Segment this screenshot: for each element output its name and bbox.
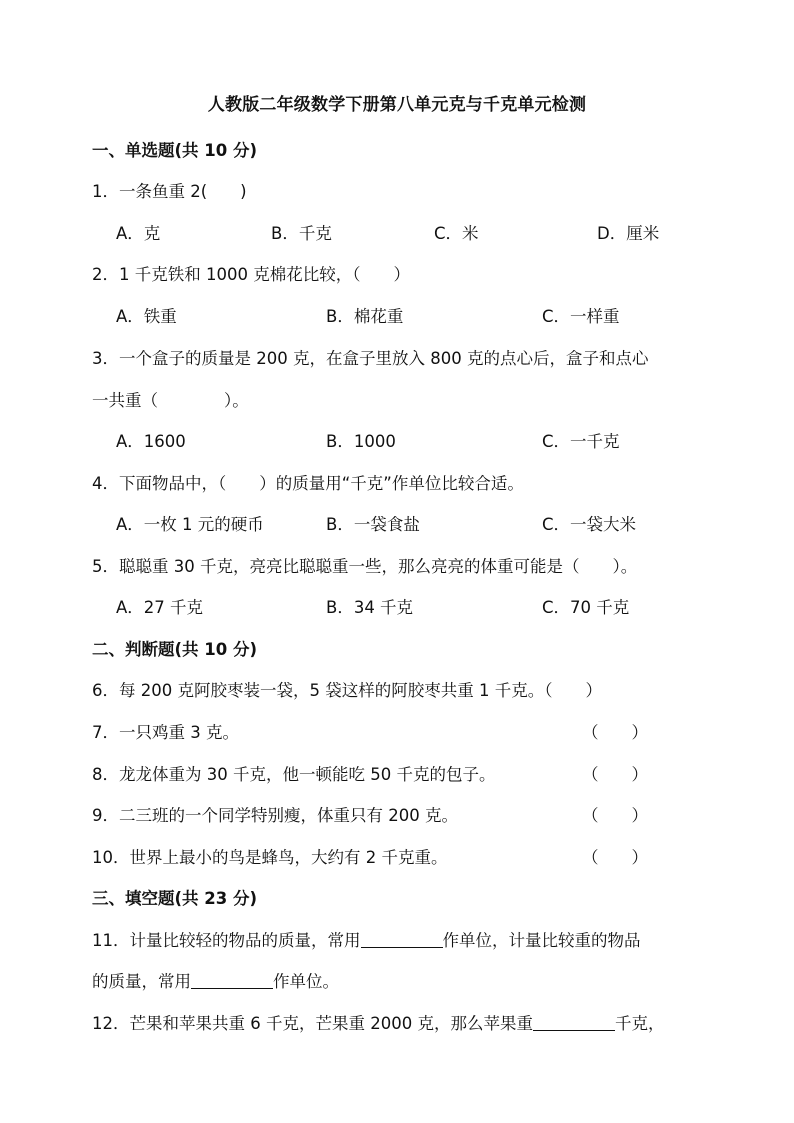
question-11-line-2 — [92, 968, 339, 992]
q8-answer-parentheses: （ ） — [582, 765, 648, 784]
q11-text-c: 的质量，常用 — [92, 972, 191, 991]
q12-answer-blank — [533, 1014, 615, 1031]
question-12 — [92, 1010, 664, 1034]
question-11-line-1 — [92, 927, 641, 951]
q10-answer-parentheses: （ ） — [582, 848, 648, 867]
q3-option-a: A．1600 — [116, 432, 186, 451]
page-title: 人教版二年级数学下册第八单元克与千克单元检测 — [207, 95, 587, 115]
section-heading-true-false: 二、判断题(共 10 分) — [92, 640, 258, 659]
question-7: 7．一只鸡重 3 克。 — [92, 723, 239, 742]
q11-answer-blank-1 — [361, 931, 443, 948]
question-9: 9．二三班的一个同学特别瘦，体重只有 200 克。 — [92, 806, 458, 825]
question-2: 2．1 千克铁和 1000 克棉花比较，（ ） — [92, 265, 410, 284]
q12-text-b: 千克， — [614, 1014, 665, 1033]
q7-answer-parentheses: （ ） — [582, 723, 648, 742]
q1-option-b: B．千克 — [271, 224, 332, 243]
section-heading-single-choice: 一、单选题(共 10 分) — [92, 141, 258, 160]
q1-option-a: A．克 — [116, 224, 161, 243]
q11-answer-blank-2 — [191, 972, 273, 989]
question-3-line-2: 一共重（ ）。 — [92, 391, 249, 410]
question-5: 5．聪聪重 30 千克，亮亮比聪聪重一些，那么亮亮的体重可能是（ ）。 — [92, 557, 638, 576]
q5-option-b: B．34 千克 — [326, 598, 414, 617]
question-8: 8．龙龙体重为 30 千克，他一顿能吃 50 千克的包子。 — [92, 765, 496, 784]
question-4: 4．下面物品中，（ ）的质量用“千克”作单位比较合适。 — [92, 474, 524, 493]
question-1: 1．一条鱼重 2( ) — [92, 182, 247, 201]
q3-option-c: C．一千克 — [542, 432, 620, 451]
q4-option-a: A．一枚 1 元的硬币 — [116, 515, 264, 534]
q11-text-d: 作单位。 — [273, 972, 339, 991]
question-10: 10．世界上最小的鸟是蜂鸟，大约有 2 千克重。 — [92, 848, 448, 867]
question-6: 6．每 200 克阿胶枣装一袋，5 袋这样的阿胶枣共重 1 千克。（ ） — [92, 681, 602, 700]
q11-text-b: 作单位，计量比较重的物品 — [442, 931, 641, 950]
q4-option-b: B．一袋食盐 — [326, 515, 420, 534]
q9-answer-parentheses: （ ） — [582, 806, 648, 825]
q1-option-c: C．米 — [434, 224, 479, 243]
q2-option-a: A．铁重 — [116, 307, 177, 326]
q12-text-a: 12．芒果和苹果共重 6 千克，芒果重 2000 克，那么苹果重 — [92, 1014, 533, 1033]
q3-option-b: B．1000 — [326, 432, 396, 451]
q5-option-a: A．27 千克 — [116, 598, 204, 617]
q4-option-c: C．一袋大米 — [542, 515, 637, 534]
q2-option-b: B．棉花重 — [326, 307, 404, 326]
q2-option-c: C．一样重 — [542, 307, 620, 326]
question-3-line-1: 3．一个盒子的质量是 200 克，在盒子里放入 800 克的点心后，盒子和点心 — [92, 349, 649, 368]
section-heading-fill-in: 三、填空题(共 23 分) — [92, 889, 258, 908]
q1-option-d: D．厘米 — [597, 224, 660, 243]
q11-text-a: 11．计量比较轻的物品的质量，常用 — [92, 931, 361, 950]
q5-option-c: C．70 千克 — [542, 598, 630, 617]
